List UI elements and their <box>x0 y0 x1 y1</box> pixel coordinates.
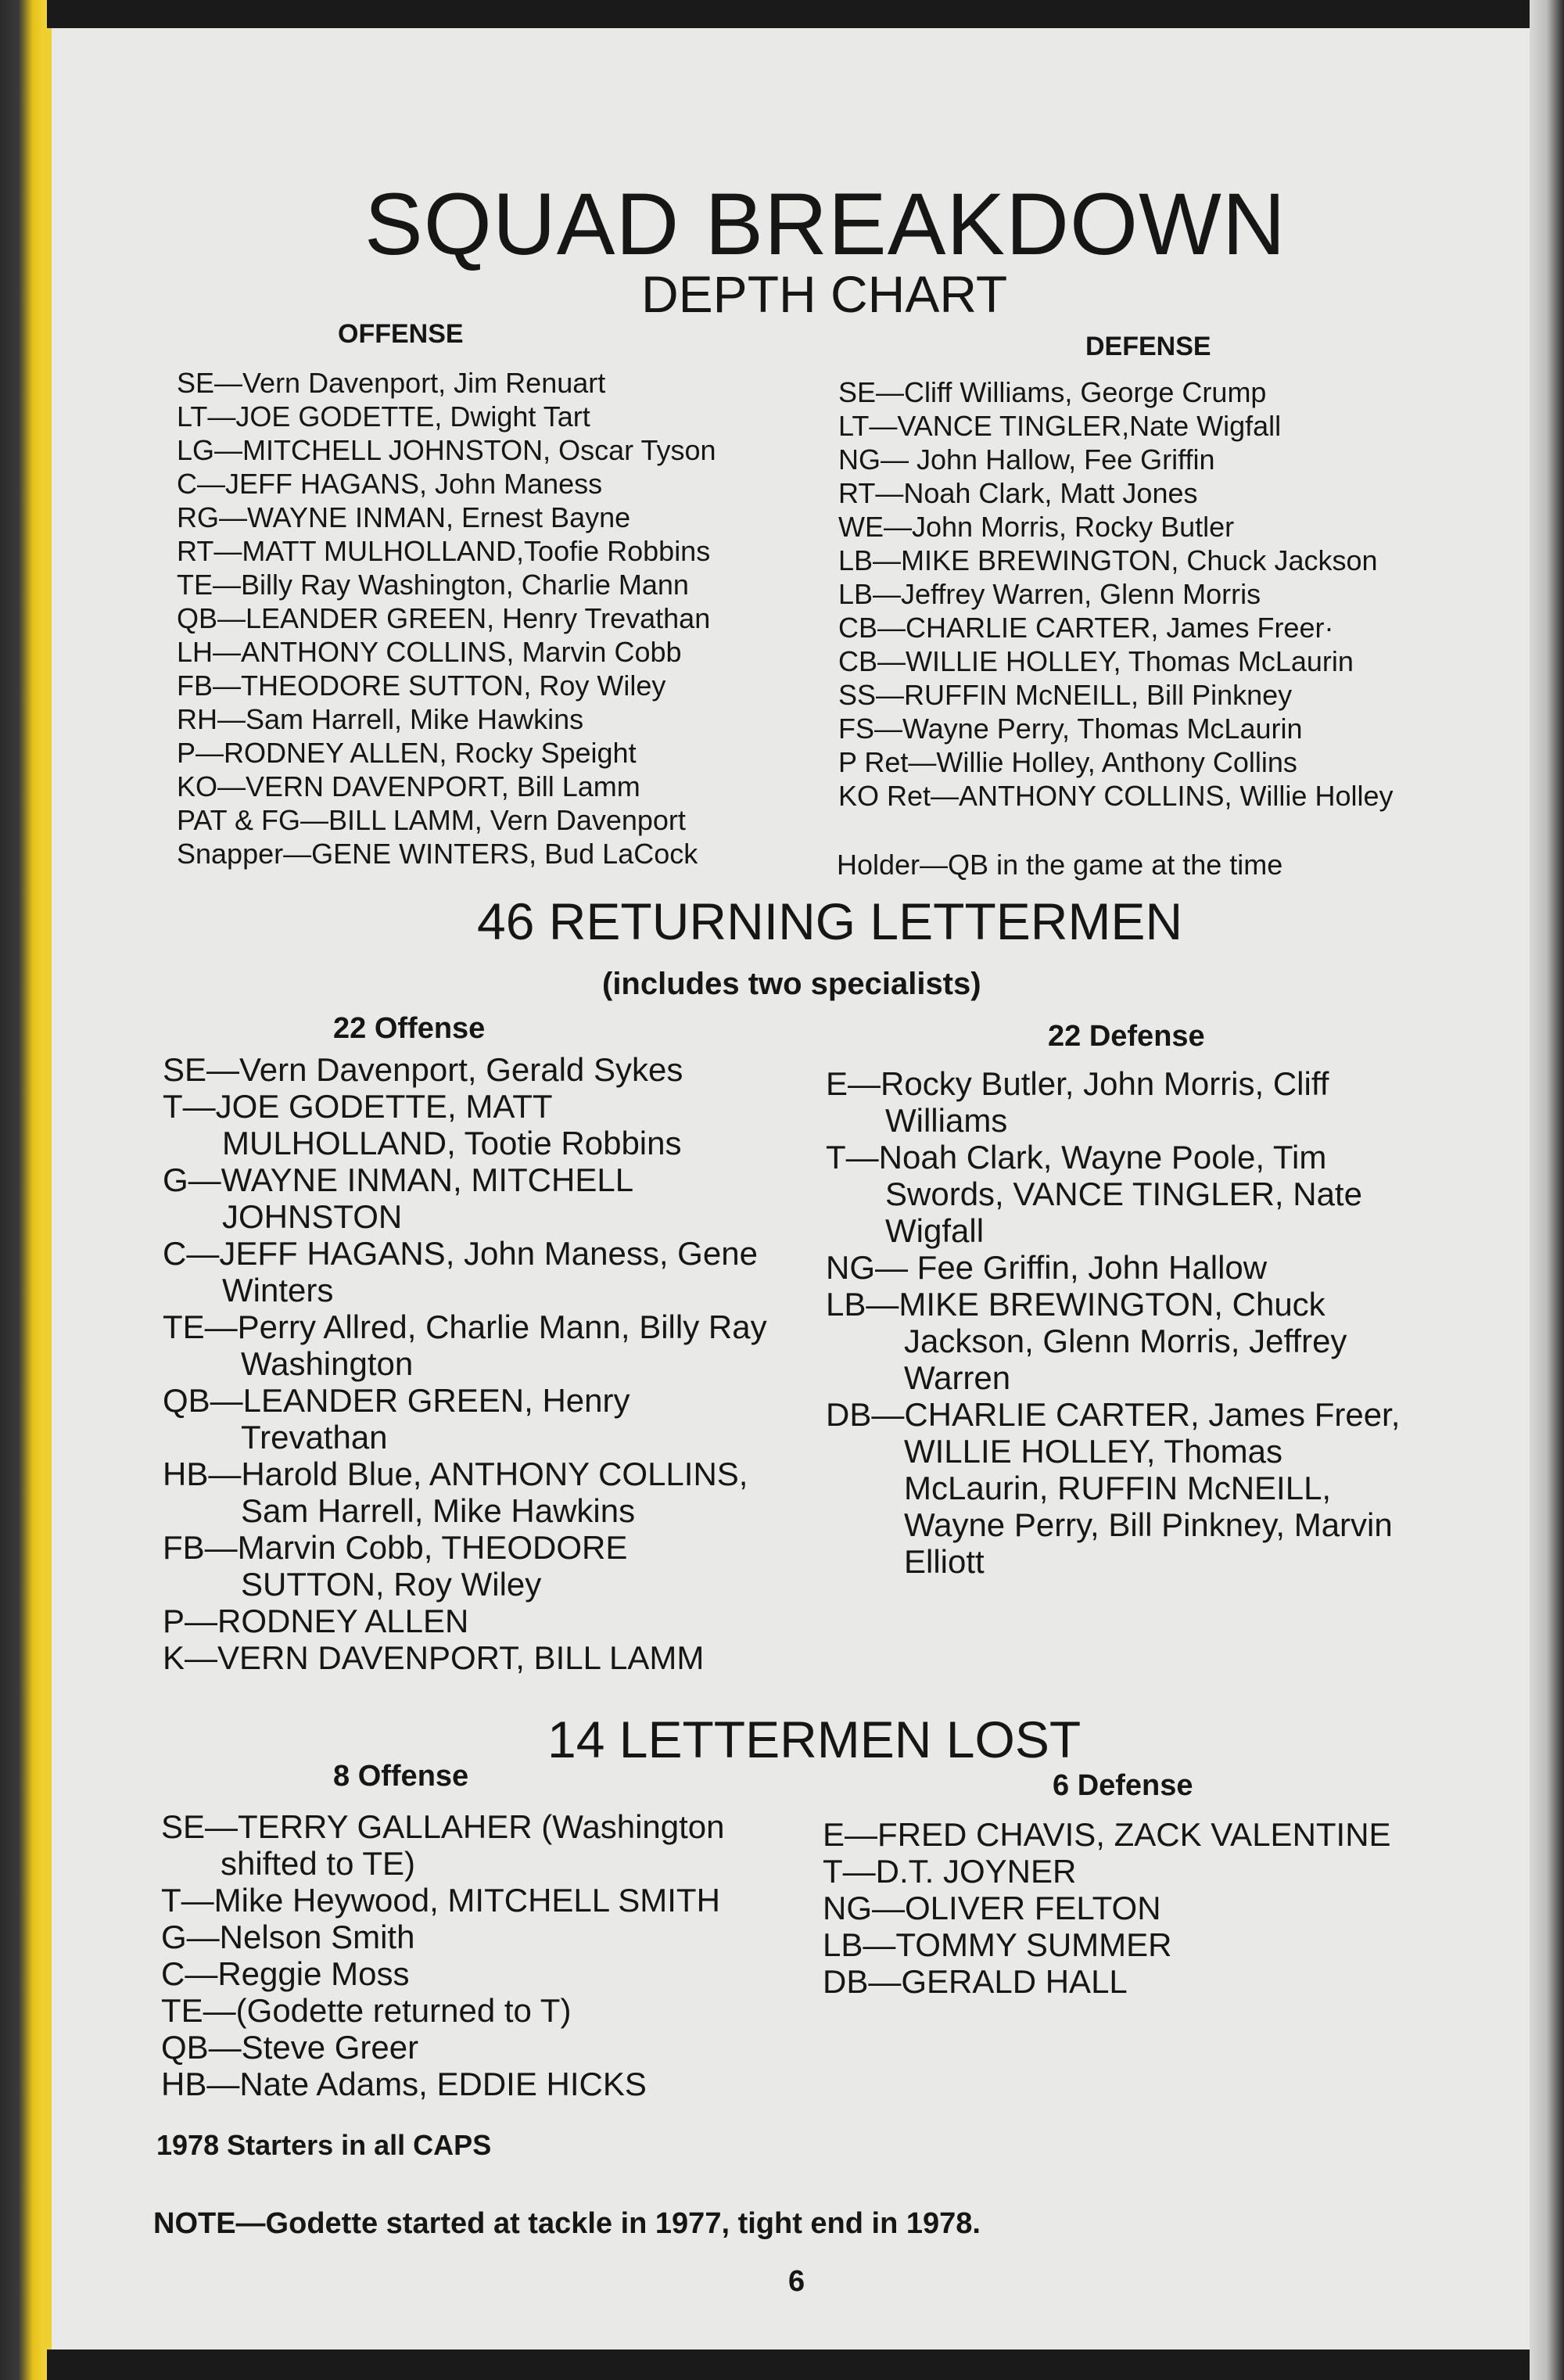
list-item: LT—JOE GODETTE, Dwight Tart <box>177 400 590 433</box>
list-item: KO Ret—ANTHONY COLLINS, Willie Holley <box>838 780 1394 812</box>
list-item: P Ret—Willie Holley, Anthony Collins <box>838 746 1297 778</box>
depth-defense-list <box>838 375 1394 813</box>
list-item: DB—GERALD HALL <box>823 1963 1128 2000</box>
list-item: Winters <box>222 1272 334 1308</box>
list-item: LB—TOMMY SUMMER <box>823 1926 1172 1963</box>
lost-offense-heading: 8 Offense <box>333 1760 469 1793</box>
list-item: DB—CHARLIE CARTER, James Freer, <box>826 1396 1401 1433</box>
list-item: C—JEFF HAGANS, John Maness, Gene <box>163 1235 758 1272</box>
list-item: C—Reggie Moss <box>161 1955 410 1992</box>
lost-defense-list <box>823 1816 1391 2000</box>
list-item: FB—THEODORE SUTTON, Roy Wiley <box>177 669 666 702</box>
list-item: RG—WAYNE INMAN, Ernest Bayne <box>177 501 631 533</box>
lost-offense-list <box>161 1808 725 2102</box>
list-item: JOHNSTON <box>222 1198 403 1235</box>
list-item: SE—Cliff Williams, George Crump <box>838 376 1267 408</box>
returning-heading: 46 RETURNING LETTERMEN <box>477 892 1183 950</box>
list-item: shifted to TE) <box>221 1845 416 1882</box>
offense-heading: OFFENSE <box>338 319 464 349</box>
list-item: WE—John Morris, Rocky Butler <box>838 511 1235 543</box>
list-item: G—WAYNE INMAN, MITCHELL <box>163 1161 634 1198</box>
list-item: WILLIE HOLLEY, Thomas <box>904 1433 1283 1470</box>
page-edge <box>1530 0 1564 2380</box>
list-item: NG— Fee Griffin, John Hallow <box>826 1249 1268 1286</box>
list-item: LB—MIKE BREWINGTON, Chuck Jackson <box>838 544 1378 576</box>
list-item: SS—RUFFIN McNEILL, Bill Pinkney <box>838 679 1293 711</box>
footnote: NOTE—Godette started at tackle in 1977, tight end in 1978. <box>153 2207 981 2240</box>
page-title: SQUAD BREAKDOWN <box>364 175 1286 273</box>
returning-defense-list <box>826 1065 1400 1580</box>
list-item: RT—MATT MULHOLLAND,Toofie Robbins <box>177 535 711 567</box>
list-item: T—JOE GODETTE, MATT <box>163 1088 553 1125</box>
list-item: SE—TERRY GALLAHER (Washington <box>161 1808 725 1845</box>
list-item: RH—Sam Harrell, Mike Hawkins <box>177 703 584 735</box>
list-item: SUTTON, Roy Wiley <box>241 1566 542 1603</box>
lost-heading: 14 LETTERMEN LOST <box>547 1711 1082 1768</box>
holder-note: Holder—QB in the game at the time <box>837 849 1283 881</box>
list-item: FS—Wayne Perry, Thomas McLaurin <box>838 713 1303 745</box>
list-item: LH—ANTHONY COLLINS, Marvin Cobb <box>177 636 682 668</box>
list-item: Washington <box>241 1345 414 1382</box>
list-item: G—Nelson Smith <box>161 1919 415 1955</box>
list-item: NG— John Hallow, Fee Griffin <box>838 443 1215 476</box>
list-item: LB—MIKE BREWINGTON, Chuck <box>826 1286 1325 1323</box>
list-item: QB—Steve Greer <box>161 2029 419 2066</box>
returning-offense-list <box>163 1051 767 1676</box>
list-item: QB—LEANDER GREEN, Henry Trevathan <box>177 602 711 634</box>
list-item: TE—(Godette returned to T) <box>161 1992 572 2029</box>
returning-defense-heading: 22 Defense <box>1048 1020 1205 1053</box>
list-item: Wigfall <box>885 1212 985 1249</box>
list-item: CB—CHARLIE CARTER, James Freer· <box>838 612 1334 644</box>
list-item: LB—Jeffrey Warren, Glenn Morris <box>838 578 1261 610</box>
list-item: T—Noah Clark, Wayne Poole, Tim <box>826 1139 1327 1176</box>
lost-defense-heading: 6 Defense <box>1053 1769 1193 1802</box>
list-item: PAT & FG—BILL LAMM, Vern Davenport <box>177 804 686 836</box>
list-item: Snapper—GENE WINTERS, Bud LaCock <box>177 838 698 870</box>
binding-spine <box>0 0 47 2380</box>
list-item: Elliott <box>904 1543 985 1580</box>
list-item: KO—VERN DAVENPORT, Bill Lamm <box>177 770 640 802</box>
list-item: C—JEFF HAGANS, John Maness <box>177 468 603 500</box>
list-item: HB—Nate Adams, EDDIE HICKS <box>161 2066 647 2102</box>
list-item: Warren <box>904 1359 1011 1396</box>
list-item: QB—LEANDER GREEN, Henry <box>163 1382 630 1419</box>
page-subtitle: DEPTH CHART <box>641 265 1008 323</box>
list-item: CB—WILLIE HOLLEY, Thomas McLaurin <box>838 645 1354 677</box>
list-item: T—D.T. JOYNER <box>823 1853 1077 1890</box>
defense-heading: DEFENSE <box>1085 332 1211 361</box>
list-item: HB—Harold Blue, ANTHONY COLLINS, <box>163 1456 748 1492</box>
list-item: K—VERN DAVENPORT, BILL LAMM <box>163 1639 705 1676</box>
list-item: Wayne Perry, Bill Pinkney, Marvin <box>904 1506 1393 1543</box>
returning-note: (includes two specialists) <box>602 967 981 1001</box>
list-item: Trevathan <box>241 1419 388 1456</box>
list-item: TE—Billy Ray Washington, Charlie Mann <box>177 569 689 601</box>
list-item: TE—Perry Allred, Charlie Mann, Billy Ray <box>163 1308 767 1345</box>
depth-offense-list <box>177 366 716 871</box>
list-item: Sam Harrell, Mike Hawkins <box>241 1492 636 1529</box>
list-item: T—Mike Heywood, MITCHELL SMITH <box>161 1882 720 1919</box>
list-item: MULHOLLAND, Tootie Robbins <box>222 1125 682 1161</box>
list-item: RT—Noah Clark, Matt Jones <box>838 477 1198 509</box>
list-item: LG—MITCHELL JOHNSTON, Oscar Tyson <box>177 434 716 466</box>
list-item: NG—OLIVER FELTON <box>823 1890 1161 1926</box>
list-item: SE—Vern Davenport, Jim Renuart <box>177 367 606 399</box>
list-item: SE—Vern Davenport, Gerald Sykes <box>163 1051 683 1088</box>
list-item: E—Rocky Butler, John Morris, Cliff <box>826 1065 1329 1102</box>
list-item: Swords, VANCE TINGLER, Nate <box>885 1176 1362 1212</box>
list-item: P—RODNEY ALLEN <box>163 1603 469 1639</box>
list-item: LT—VANCE TINGLER,Nate Wigfall <box>838 410 1282 442</box>
list-item: McLaurin, RUFFIN McNEILL, <box>904 1470 1332 1506</box>
list-item: Williams <box>885 1102 1008 1139</box>
list-item: P—RODNEY ALLEN, Rocky Speight <box>177 737 637 769</box>
list-item: E—FRED CHAVIS, ZACK VALENTINE <box>823 1816 1391 1853</box>
returning-offense-heading: 22 Offense <box>333 1012 486 1045</box>
page-number: 6 <box>788 2265 805 2298</box>
list-item: FB—Marvin Cobb, THEODORE <box>163 1529 628 1566</box>
starters-note: 1978 Starters in all CAPS <box>156 2129 492 2161</box>
list-item: Jackson, Glenn Morris, Jeffrey <box>904 1323 1347 1359</box>
